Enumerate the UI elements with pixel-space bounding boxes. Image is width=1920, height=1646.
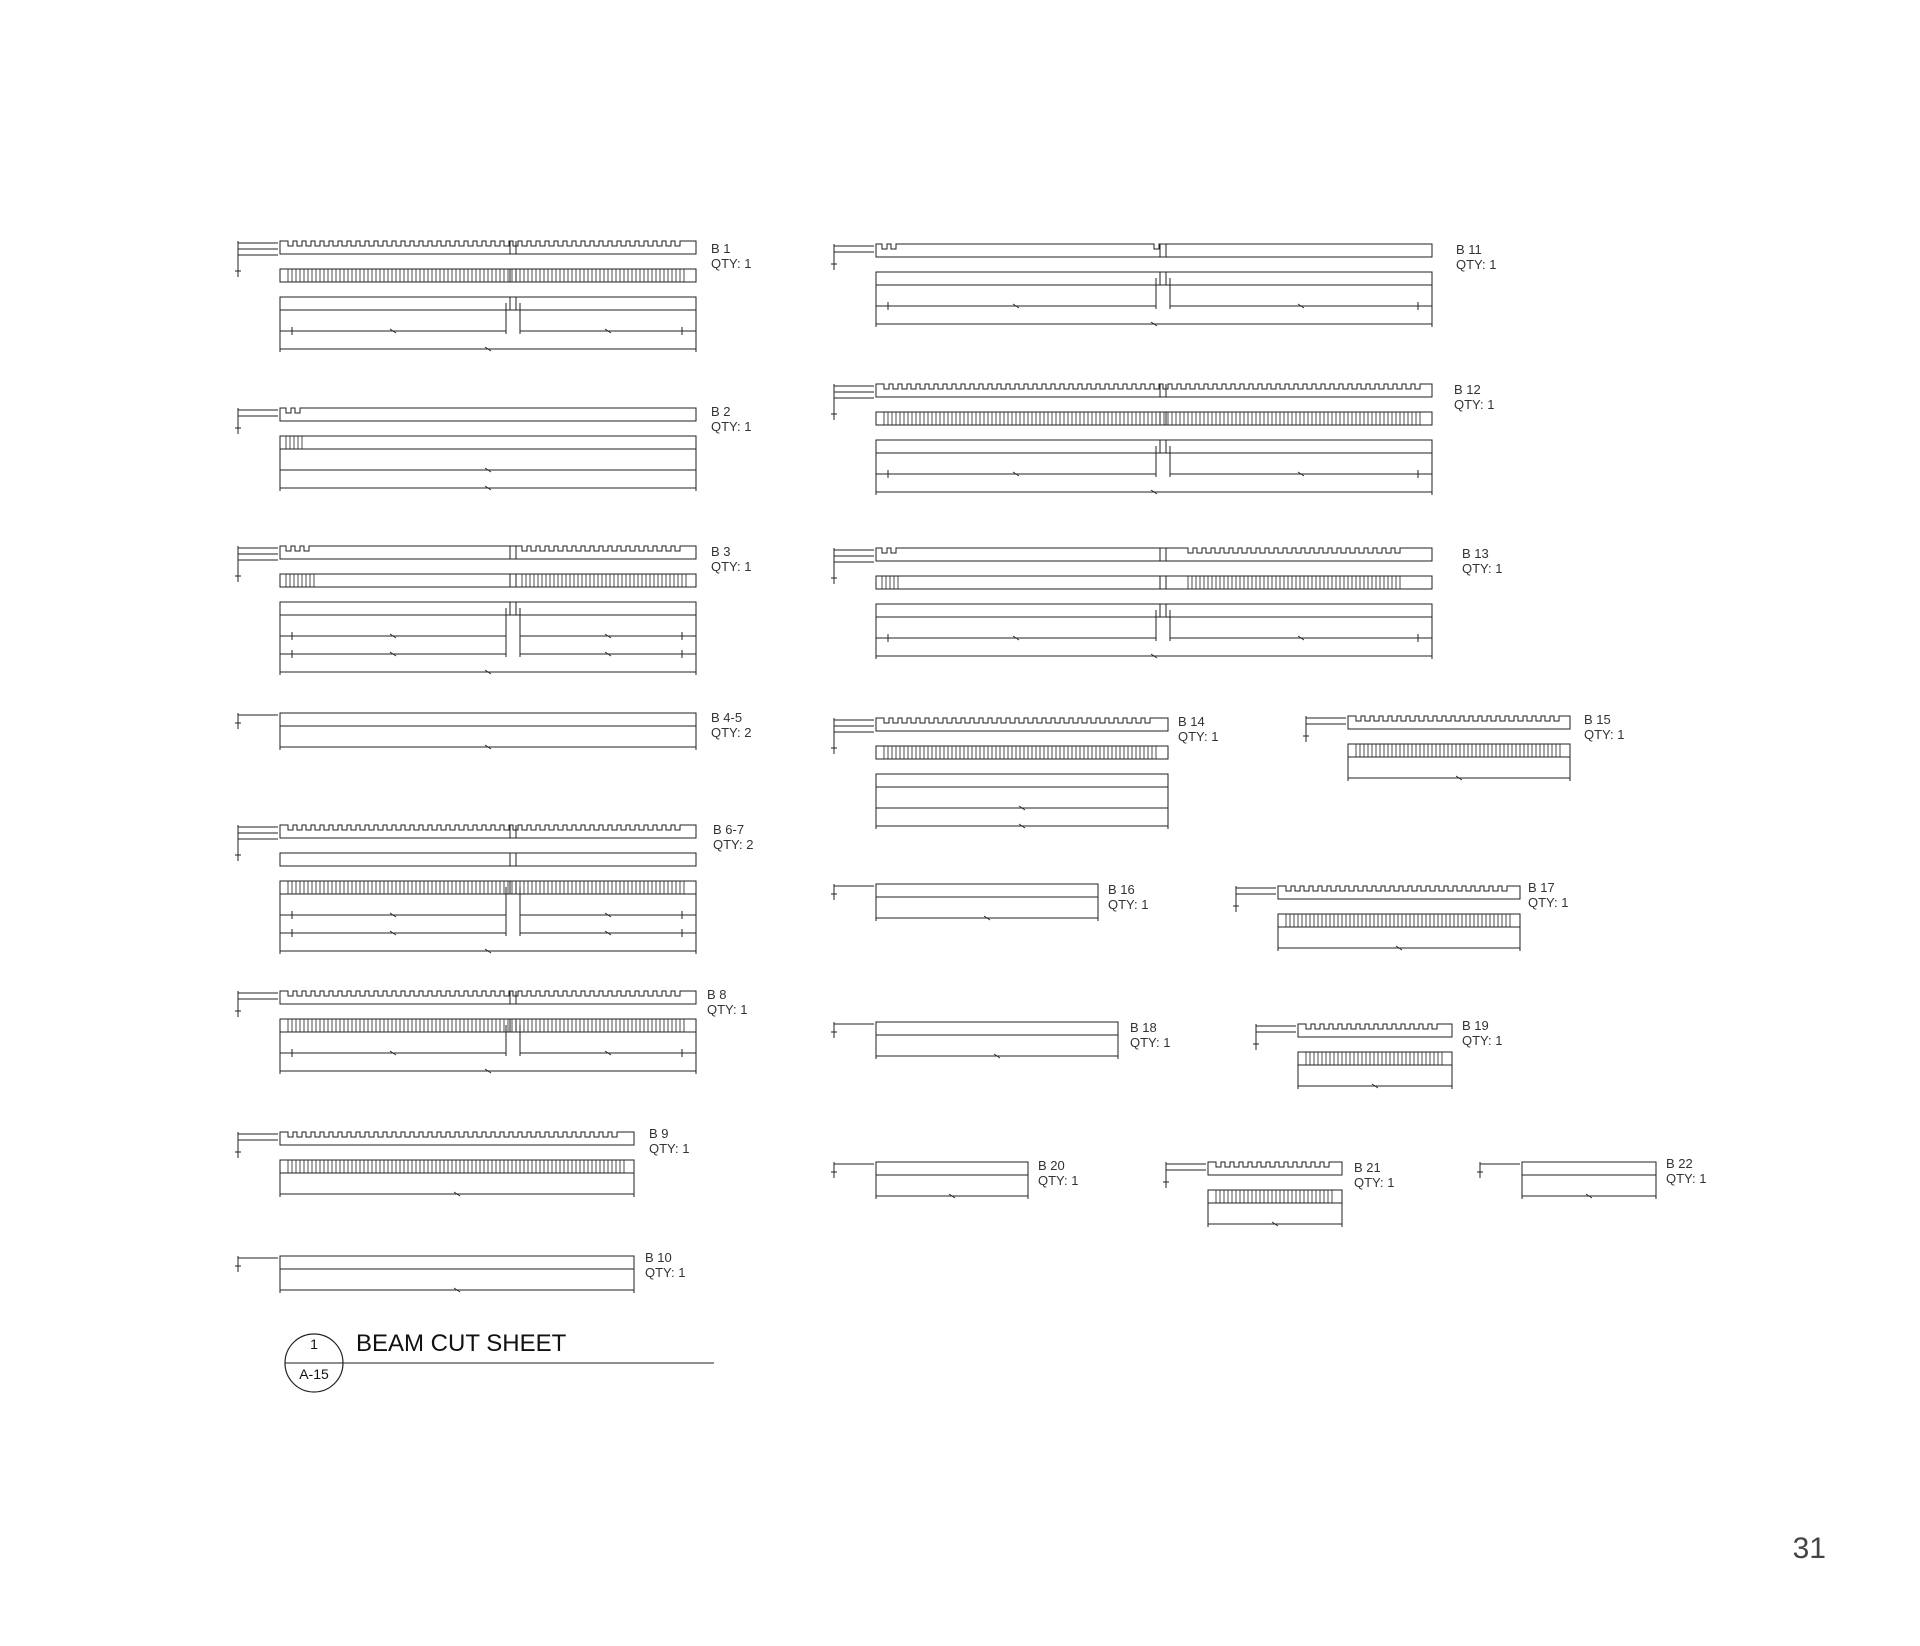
- beam-id: B 3: [711, 544, 731, 559]
- beam-label: [707, 987, 747, 1017]
- beam-4: [235, 713, 696, 750]
- page-number: 31: [1792, 1532, 1826, 1565]
- beam-qty: QTY: 1: [1456, 257, 1497, 272]
- beam-1: [235, 241, 696, 352]
- beam-id: B 6-7: [713, 822, 745, 837]
- beam-3: [235, 546, 696, 675]
- beam-9: [831, 244, 1432, 327]
- beam-qty: QTY: 1: [711, 256, 752, 271]
- beam-qty: QTY: 1: [1528, 895, 1569, 910]
- beam-label: [1130, 1020, 1170, 1050]
- beam-label: [1454, 382, 1494, 412]
- beam-id: B 15: [1584, 712, 1611, 727]
- beam-16: [831, 1022, 1118, 1059]
- beam-12: [831, 718, 1168, 829]
- beam-label: [1666, 1156, 1706, 1186]
- beam-label: [713, 822, 753, 852]
- beam-label: [1108, 882, 1148, 912]
- beam-id: B 12: [1454, 382, 1481, 397]
- beam-qty: QTY: 1: [1666, 1171, 1707, 1186]
- beam-14: [831, 884, 1098, 921]
- beam-label: [645, 1250, 685, 1280]
- beam-id: B 11: [1456, 242, 1482, 257]
- beam-label: [1038, 1158, 1078, 1188]
- beam-11: [831, 548, 1432, 659]
- beam-qty: QTY: 1: [1354, 1175, 1395, 1190]
- detail-number: 1: [310, 1336, 318, 1352]
- beam-17: [1253, 1024, 1452, 1089]
- beam-label: [1178, 714, 1218, 744]
- beam-id: B 8: [707, 987, 727, 1002]
- beam-id: B 14: [1178, 714, 1205, 729]
- sheet-reference: A-15: [299, 1366, 329, 1382]
- beam-label: [711, 404, 751, 434]
- beam-qty: QTY: 1: [1462, 1033, 1503, 1048]
- beam-15: [1233, 886, 1520, 951]
- beam-qty: QTY: 1: [649, 1141, 690, 1156]
- beam-18: [831, 1162, 1028, 1199]
- beam-qty: QTY: 1: [1108, 897, 1149, 912]
- beam-id: B 22: [1666, 1156, 1693, 1171]
- drawing-title: BEAM CUT SHEET: [356, 1330, 567, 1357]
- beam-qty: QTY: 2: [713, 837, 754, 852]
- beam-qty: QTY: 1: [1038, 1173, 1079, 1188]
- beam-13: [1303, 716, 1570, 781]
- beam-id: B 1: [711, 241, 731, 256]
- beam-id: B 10: [645, 1250, 672, 1265]
- beam-label: [1456, 242, 1496, 272]
- beam-id: B 9: [649, 1126, 669, 1141]
- beam-label: [1462, 546, 1502, 576]
- beam-label: [711, 544, 751, 574]
- beam-qty: QTY: 1: [1130, 1035, 1171, 1050]
- beam-id: B 20: [1038, 1158, 1065, 1173]
- beam-10: [831, 384, 1432, 495]
- beam-id: B 18: [1130, 1020, 1157, 1035]
- beam-label: [1528, 880, 1568, 910]
- beam-label: [711, 710, 751, 740]
- beam-qty: QTY: 1: [711, 559, 752, 574]
- beam-id: B 17: [1528, 880, 1555, 895]
- beam-qty: QTY: 1: [645, 1265, 686, 1280]
- beam-id: B 13: [1462, 546, 1489, 561]
- beam-20: [1477, 1162, 1656, 1199]
- beam-qty: QTY: 1: [711, 419, 752, 434]
- beam-label: [711, 241, 751, 271]
- beam-id: B 2: [711, 404, 731, 419]
- beam-id: B 19: [1462, 1018, 1489, 1033]
- beam-id: B 16: [1108, 882, 1135, 897]
- beam-qty: QTY: 1: [707, 1002, 748, 1017]
- beam-7: [235, 1132, 634, 1197]
- beam-8: [235, 1256, 634, 1293]
- beam-label: [649, 1126, 689, 1156]
- beam-qty: QTY: 1: [1178, 729, 1219, 744]
- beam-qty: QTY: 1: [1584, 727, 1625, 742]
- beam-qty: QTY: 1: [1454, 397, 1495, 412]
- beam-id: B 21: [1354, 1160, 1381, 1175]
- beam-label: [1584, 712, 1624, 742]
- beam-qty: QTY: 1: [1462, 561, 1503, 576]
- beam-6: [235, 991, 696, 1074]
- beam-id: B 4-5: [711, 710, 743, 725]
- beam-label: [1354, 1160, 1394, 1190]
- beam-2: [235, 408, 696, 491]
- beam-qty: QTY: 2: [711, 725, 752, 740]
- beam-5: [235, 825, 696, 954]
- beam-19: [1163, 1162, 1342, 1227]
- beam-label: [1462, 1018, 1502, 1048]
